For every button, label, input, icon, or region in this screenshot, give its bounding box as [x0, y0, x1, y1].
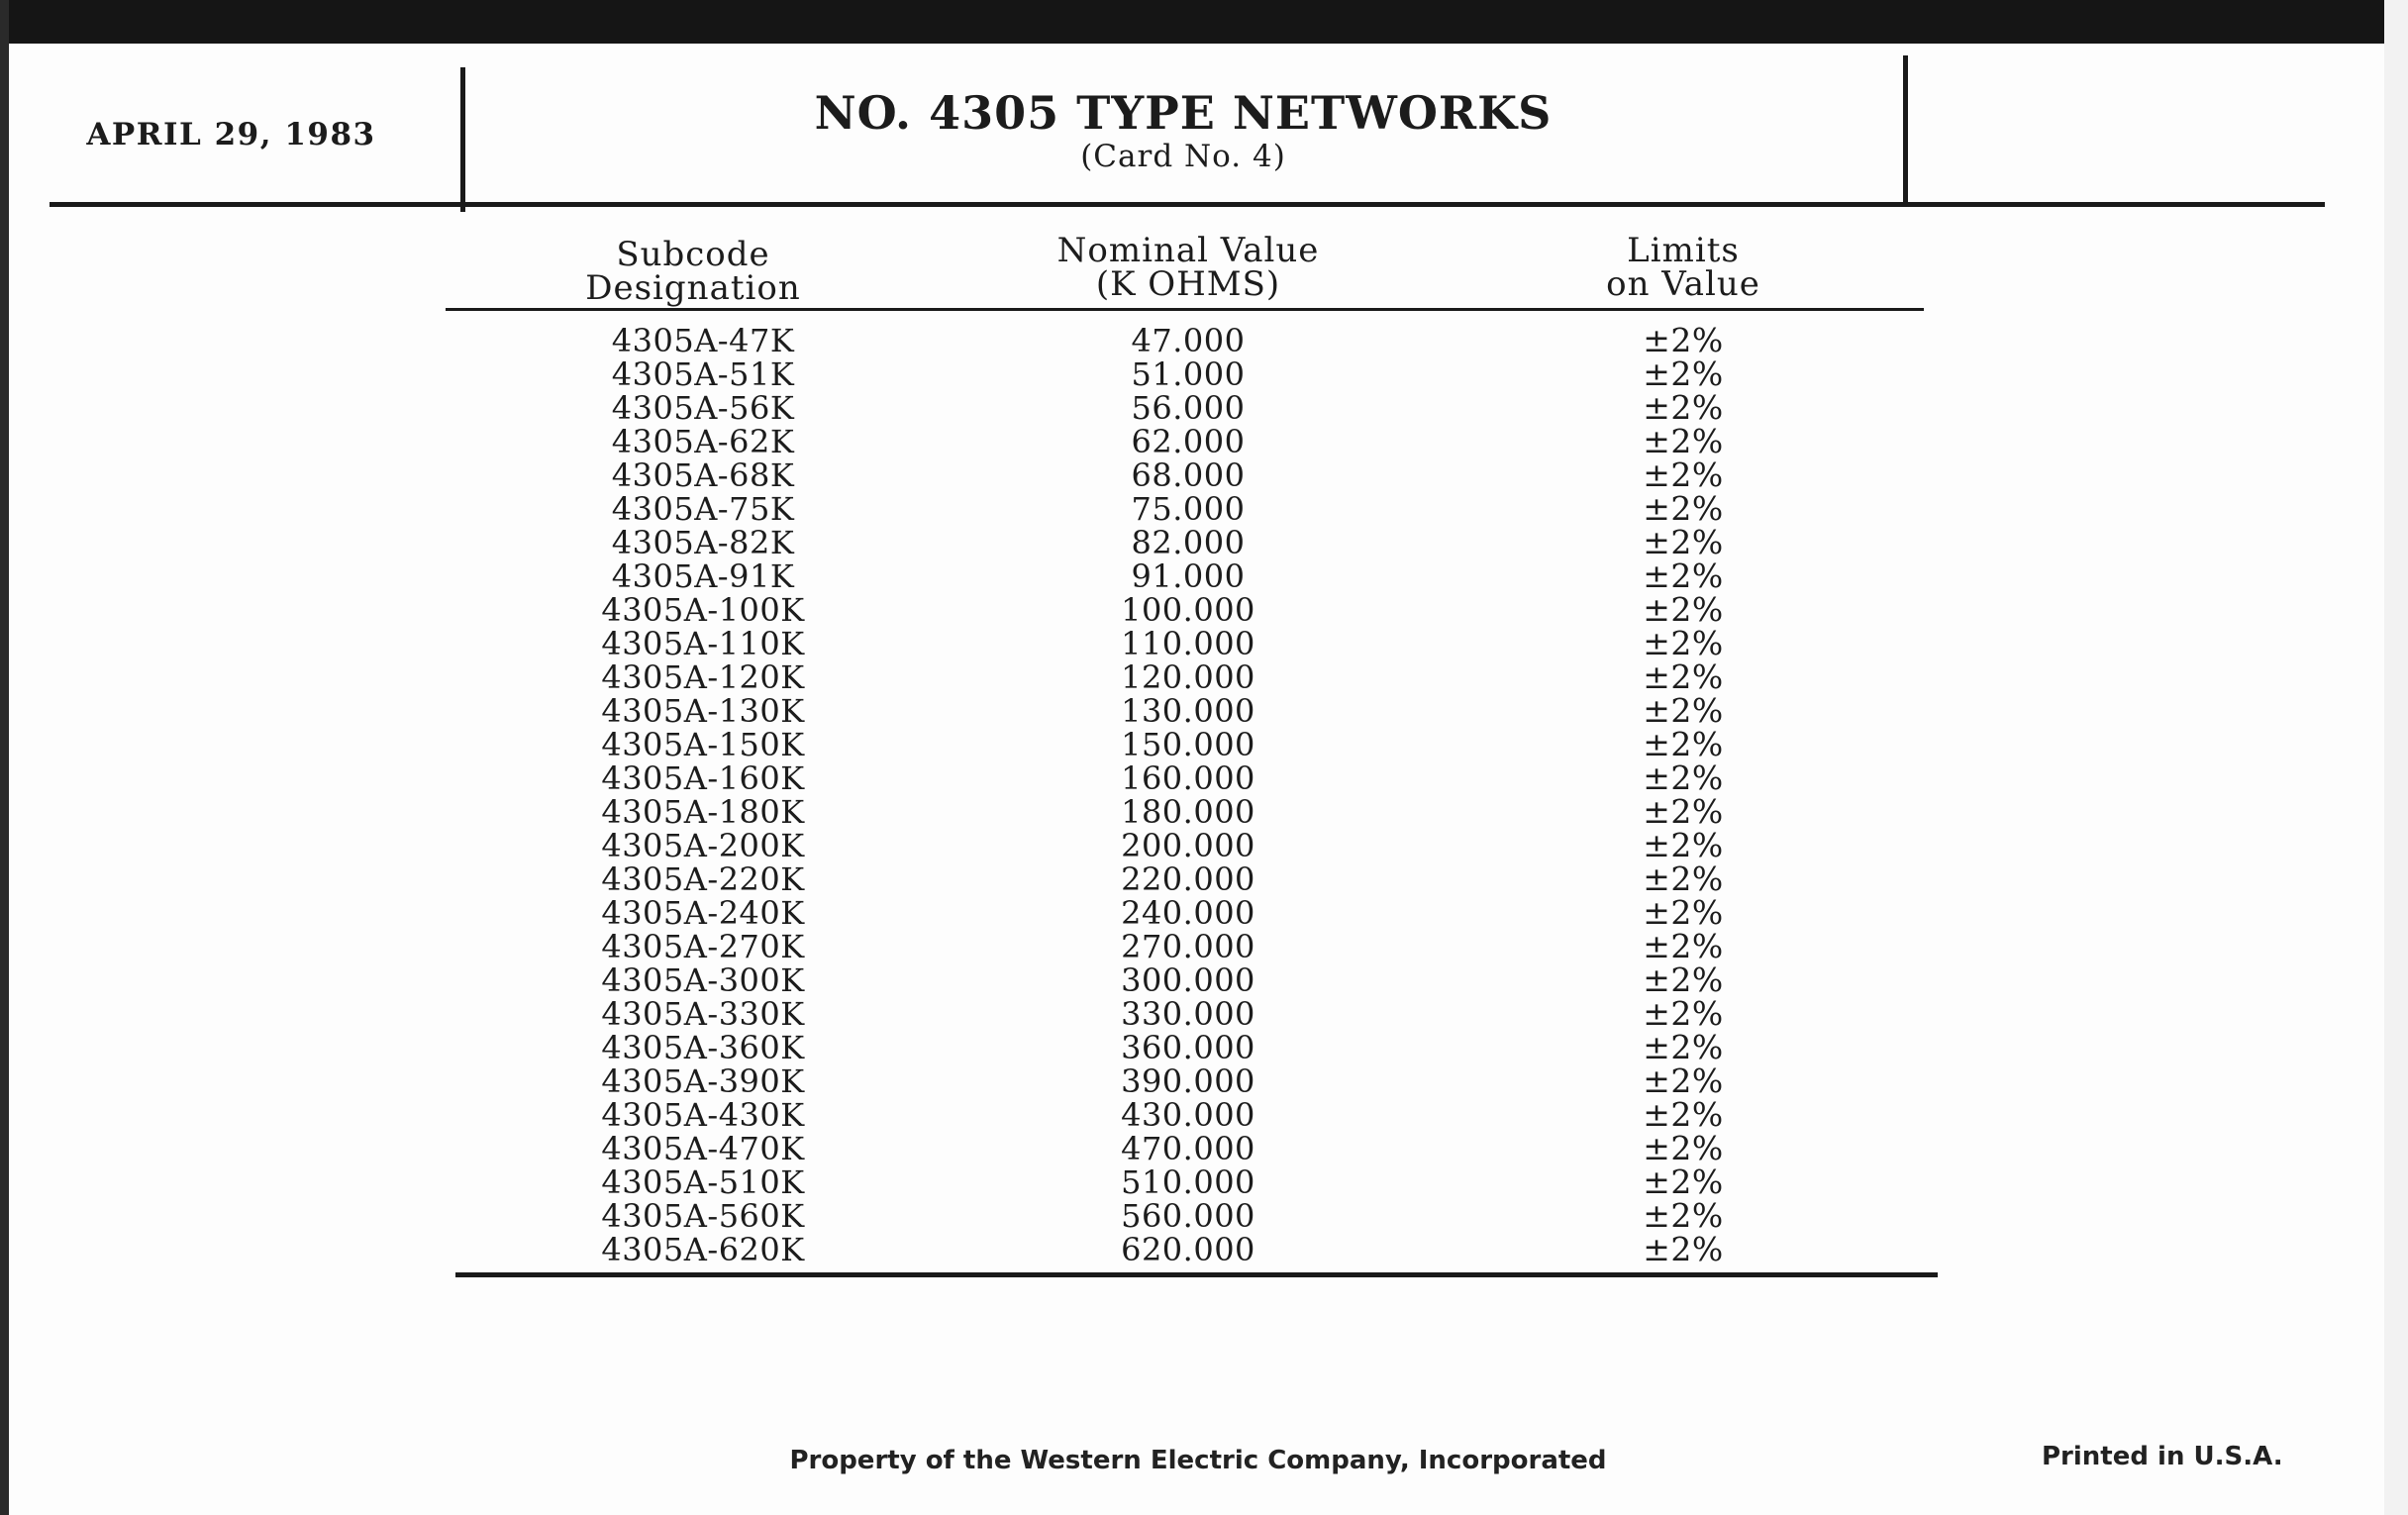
nominal-value-cell: 47.000 [1131, 322, 1246, 359]
subcode-cell: 4305A-62K [611, 423, 795, 460]
table-row [0, 624, 2408, 662]
subcode-cell: 4305A-180K [601, 793, 805, 831]
limits-cell: ±2% [1643, 354, 1724, 393]
limits-cell: ±2% [1643, 1061, 1724, 1100]
column-header-line: Designation [585, 268, 801, 308]
column-header-limits [1485, 231, 1881, 304]
subcode-cell: 4305A-68K [611, 456, 795, 494]
nominal-value-cell: 270.000 [1121, 928, 1255, 965]
table-row [0, 1061, 2408, 1100]
nominal-value-cell: 330.000 [1121, 995, 1255, 1033]
nominal-value-cell: 470.000 [1121, 1130, 1255, 1167]
column-header-subcode [495, 235, 891, 308]
limits-cell: ±2% [1643, 556, 1724, 595]
nominal-value-cell: 390.000 [1121, 1062, 1255, 1100]
table-row [0, 1162, 2408, 1201]
nominal-value-cell: 100.000 [1121, 591, 1255, 629]
subcode-cell: 4305A-510K [601, 1163, 805, 1201]
subcode-cell: 4305A-560K [601, 1197, 805, 1235]
table-row [0, 354, 2408, 393]
subcode-cell: 4305A-390K [601, 1062, 805, 1100]
nominal-value-cell: 360.000 [1121, 1029, 1255, 1066]
subcode-cell: 4305A-91K [611, 557, 795, 595]
limits-cell: ±2% [1643, 624, 1724, 662]
limits-cell: ±2% [1643, 657, 1724, 696]
limits-cell: ±2% [1643, 1196, 1724, 1235]
nominal-value-cell: 220.000 [1121, 860, 1255, 898]
subcode-cell: 4305A-56K [611, 389, 795, 427]
limits-cell: ±2% [1643, 422, 1724, 460]
nominal-value-cell: 130.000 [1121, 692, 1255, 730]
card-number: (Card No. 4) [1080, 139, 1286, 174]
subcode-cell: 4305A-270K [601, 928, 805, 965]
nominal-value-cell: 91.000 [1131, 557, 1246, 595]
limits-cell: ±2% [1643, 994, 1724, 1033]
header-divider-right [1903, 55, 1908, 202]
table-header-rule [446, 308, 1924, 311]
nominal-value-cell: 56.000 [1131, 389, 1246, 427]
limits-cell: ±2% [1643, 321, 1724, 359]
subcode-cell: 4305A-150K [601, 726, 805, 763]
subcode-cell: 4305A-330K [601, 995, 805, 1033]
table-bottom-rule [455, 1272, 1938, 1277]
table-row [0, 1129, 2408, 1167]
table-row [0, 691, 2408, 730]
table-row [0, 859, 2408, 898]
subcode-cell: 4305A-75K [611, 490, 795, 528]
table-row [0, 725, 2408, 763]
column-header-line: (K OHMS) [1095, 264, 1281, 304]
nominal-value-cell: 120.000 [1121, 658, 1255, 696]
nominal-value-cell: 51.000 [1131, 355, 1246, 393]
nominal-value-cell: 150.000 [1121, 726, 1255, 763]
table-row [0, 994, 2408, 1033]
table-row [0, 489, 2408, 528]
subcode-cell: 4305A-110K [601, 625, 805, 662]
nominal-value-cell: 620.000 [1121, 1231, 1255, 1268]
column-header-line: Subcode [616, 235, 770, 274]
table-row [0, 758, 2408, 797]
limits-cell: ±2% [1643, 927, 1724, 965]
nominal-value-cell: 75.000 [1131, 490, 1246, 528]
subcode-cell: 4305A-360K [601, 1029, 805, 1066]
limits-cell: ±2% [1643, 1095, 1724, 1134]
column-header-nominal-value [990, 231, 1386, 304]
subcode-cell: 4305A-620K [601, 1231, 805, 1268]
nominal-value-cell: 82.000 [1131, 524, 1246, 561]
table-row [0, 523, 2408, 561]
nominal-value-cell: 110.000 [1121, 625, 1255, 662]
nominal-value-cell: 300.000 [1121, 961, 1255, 999]
table-row [0, 960, 2408, 999]
table-row [0, 590, 2408, 629]
subcode-cell: 4305A-47K [611, 322, 795, 359]
table-row [0, 792, 2408, 831]
nominal-value-cell: 510.000 [1121, 1163, 1255, 1201]
table-body [0, 321, 2408, 1268]
table-row [0, 556, 2408, 595]
table-row [0, 826, 2408, 864]
limits-cell: ±2% [1643, 1162, 1724, 1201]
nominal-value-cell: 560.000 [1121, 1197, 1255, 1235]
limits-cell: ±2% [1643, 758, 1724, 797]
limits-cell: ±2% [1643, 388, 1724, 427]
document-date: APRIL 29, 1983 [86, 117, 376, 152]
table-row [0, 927, 2408, 965]
table-row [0, 893, 2408, 932]
subcode-cell: 4305A-470K [601, 1130, 805, 1167]
limits-cell: ±2% [1643, 792, 1724, 831]
limits-cell: ±2% [1643, 725, 1724, 763]
nominal-value-cell: 160.000 [1121, 759, 1255, 797]
limits-cell: ±2% [1643, 455, 1724, 494]
subcode-cell: 4305A-82K [611, 524, 795, 561]
property-notice: Property of the Western Electric Company, Incorporated [789, 1446, 1607, 1475]
table-row [0, 657, 2408, 696]
nominal-value-cell: 430.000 [1121, 1096, 1255, 1134]
subcode-cell: 4305A-100K [601, 591, 805, 629]
table-row [0, 1196, 2408, 1235]
header-rule [50, 202, 2325, 207]
column-header-line: on Value [1606, 264, 1760, 304]
subcode-cell: 4305A-240K [601, 894, 805, 932]
limits-cell: ±2% [1643, 893, 1724, 932]
limits-cell: ±2% [1643, 960, 1724, 999]
nominal-value-cell: 68.000 [1131, 456, 1246, 494]
printed-in-notice: Printed in U.S.A. [2042, 1442, 2283, 1471]
subcode-cell: 4305A-51K [611, 355, 795, 393]
column-header-line: Nominal Value [1056, 231, 1320, 270]
table-row [0, 455, 2408, 494]
table-row [0, 422, 2408, 460]
subcode-cell: 4305A-430K [601, 1096, 805, 1134]
limits-cell: ±2% [1643, 1230, 1724, 1268]
nominal-value-cell: 200.000 [1121, 827, 1255, 864]
limits-cell: ±2% [1643, 859, 1724, 898]
page-title: NO. 4305 TYPE NETWORKS [814, 86, 1553, 140]
nominal-value-cell: 62.000 [1131, 423, 1246, 460]
nominal-value-cell: 240.000 [1121, 894, 1255, 932]
subcode-cell: 4305A-300K [601, 961, 805, 999]
subcode-cell: 4305A-160K [601, 759, 805, 797]
limits-cell: ±2% [1643, 489, 1724, 528]
table-row [0, 1095, 2408, 1134]
table-row [0, 388, 2408, 427]
subcode-cell: 4305A-200K [601, 827, 805, 864]
subcode-cell: 4305A-120K [601, 658, 805, 696]
limits-cell: ±2% [1643, 523, 1724, 561]
nominal-value-cell: 180.000 [1121, 793, 1255, 831]
subcode-cell: 4305A-220K [601, 860, 805, 898]
table-row [0, 321, 2408, 359]
limits-cell: ±2% [1643, 1129, 1724, 1167]
subcode-cell: 4305A-130K [601, 692, 805, 730]
scan-top-edge [0, 0, 2408, 44]
table-row [0, 1230, 2408, 1268]
column-header-line: Limits [1627, 231, 1740, 270]
limits-cell: ±2% [1643, 826, 1724, 864]
limits-cell: ±2% [1643, 590, 1724, 629]
limits-cell: ±2% [1643, 1028, 1724, 1066]
limits-cell: ±2% [1643, 691, 1724, 730]
table-row [0, 1028, 2408, 1066]
